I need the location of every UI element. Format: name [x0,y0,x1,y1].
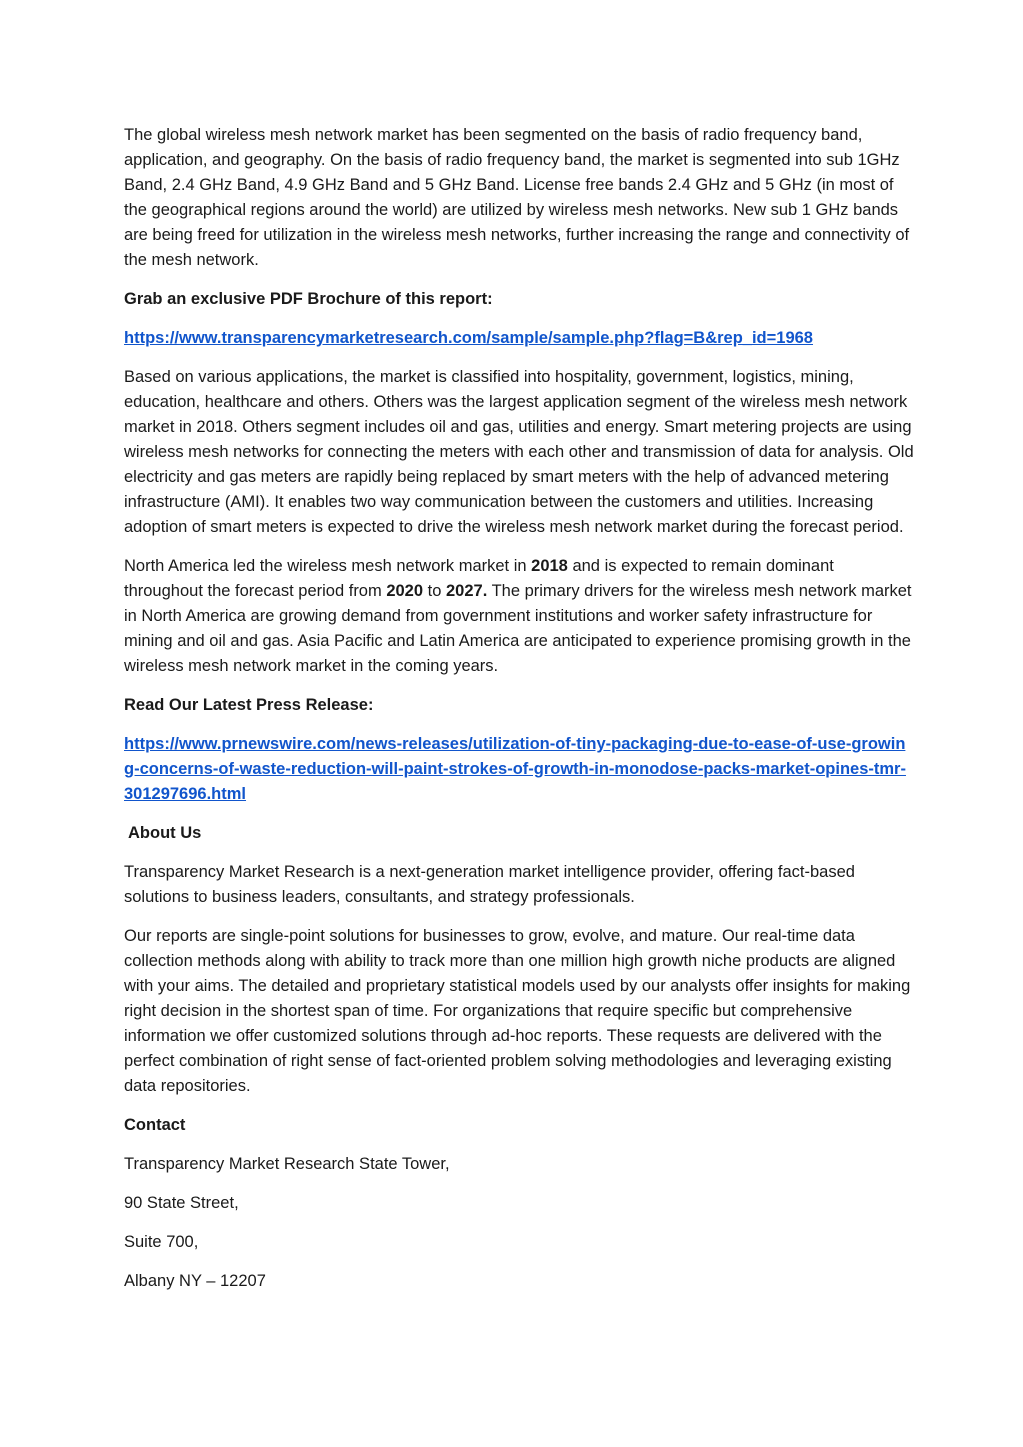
regional-text-e: to [423,582,446,600]
regional-text-c: and is expected to remain dominant throughout the forecast period from [124,557,834,600]
about-paragraph-2: Our reports are single-point solutions for businesses to grow, evolve, and mature. Our real-time data collection methods along with ability to track more than one million high growth niche products are aligned with your aims. The detailed and proprietary statistical models used by our analysts offer insights for making right decision in the shortest span of time. For organizations that require specific but comprehensive information we offer customized solutions through ad-hoc reports. These requests are delivered with the perfect combination of right sense of fact-oriented problem solving methodologies and leveraging existing data repositories. [124,927,911,1095]
contact-heading: Contact [124,1116,186,1134]
regional-text-a: North America led the wireless mesh network market in [124,557,532,575]
brochure-heading: Grab an exclusive PDF Brochure of this report: [124,290,493,308]
about-heading: About Us [128,824,202,842]
contact-line-2: 90 State Street, [124,1194,239,1212]
press-heading: Read Our Latest Press Release: [124,696,374,714]
year-2020: 2020 [386,582,424,600]
about-paragraph-1: Transparency Market Research is a next-generation market intelligence provider, offering fact-based solutions to business leaders, consultants, and strategy professionals. [124,863,855,906]
contact-line-3: Suite 700, [124,1233,199,1251]
press-link-paragraph [124,732,914,807]
regional-paragraph [124,554,914,679]
press-release-link[interactable]: https://www.prnewswire.com/news-releases/utilization-of-tiny-packaging-due-to-ease-of-use-growing-concerns-of-waste-reduction-will-paint-strokes-of-growth-in-monodose-packs-market-opines-tmr-301297696.html [124,735,906,803]
year-2018: 2018 [531,557,568,575]
year-2027: 2027. [445,582,488,600]
document-page [124,123,914,1308]
brochure-link-paragraph [124,326,914,351]
contact-line-1: Transparency Market Research State Tower, [124,1155,450,1173]
contact-line-4: Albany NY – 12207 [124,1272,266,1290]
applications-paragraph: Based on various applications, the market is classified into hospitality, government, logistics, mining, education, healthcare and others. Others was the largest application segment of the wireless mesh network market in 2018. Others segment includes oil and gas, utilities and energy. Smart metering projects are using wireless mesh networks for connecting the meters with each other and transmission of data for analysis. Old electricity and gas meters are rapidly being replaced by smart meters with the help of advanced metering infrastructure (AMI). It enables two way communication between the customers and utilities. Increasing adoption of smart meters is expected to drive the wireless mesh network market during the forecast period. [124,368,914,536]
brochure-link[interactable]: https://www.transparencymarketresearch.com/sample/sample.php?flag=B&rep_id=1968 [124,329,813,347]
regional-text-g: The primary drivers for the wireless mesh network market in North America are growing demand from government institutions and worker safety infrastructure for mining and oil and gas. Asia Pacific and Latin America are anticipated to experience promising growth in the wireless mesh network market in the coming years. [124,582,912,675]
intro-paragraph: The global wireless mesh network market has been segmented on the basis of radio frequency band, application, and geography. On the basis of radio frequency band, the market is segmented into sub 1GHz Band, 2.4 GHz Band, 4.9 GHz Band and 5 GHz Band. License free bands 2.4 GHz and 5 GHz (in most of the geographical regions around the world) are utilized by wireless mesh networks. New sub 1 GHz bands are being freed for utilization in the wireless mesh networks, further increasing the range and connectivity of the mesh network. [124,126,910,269]
